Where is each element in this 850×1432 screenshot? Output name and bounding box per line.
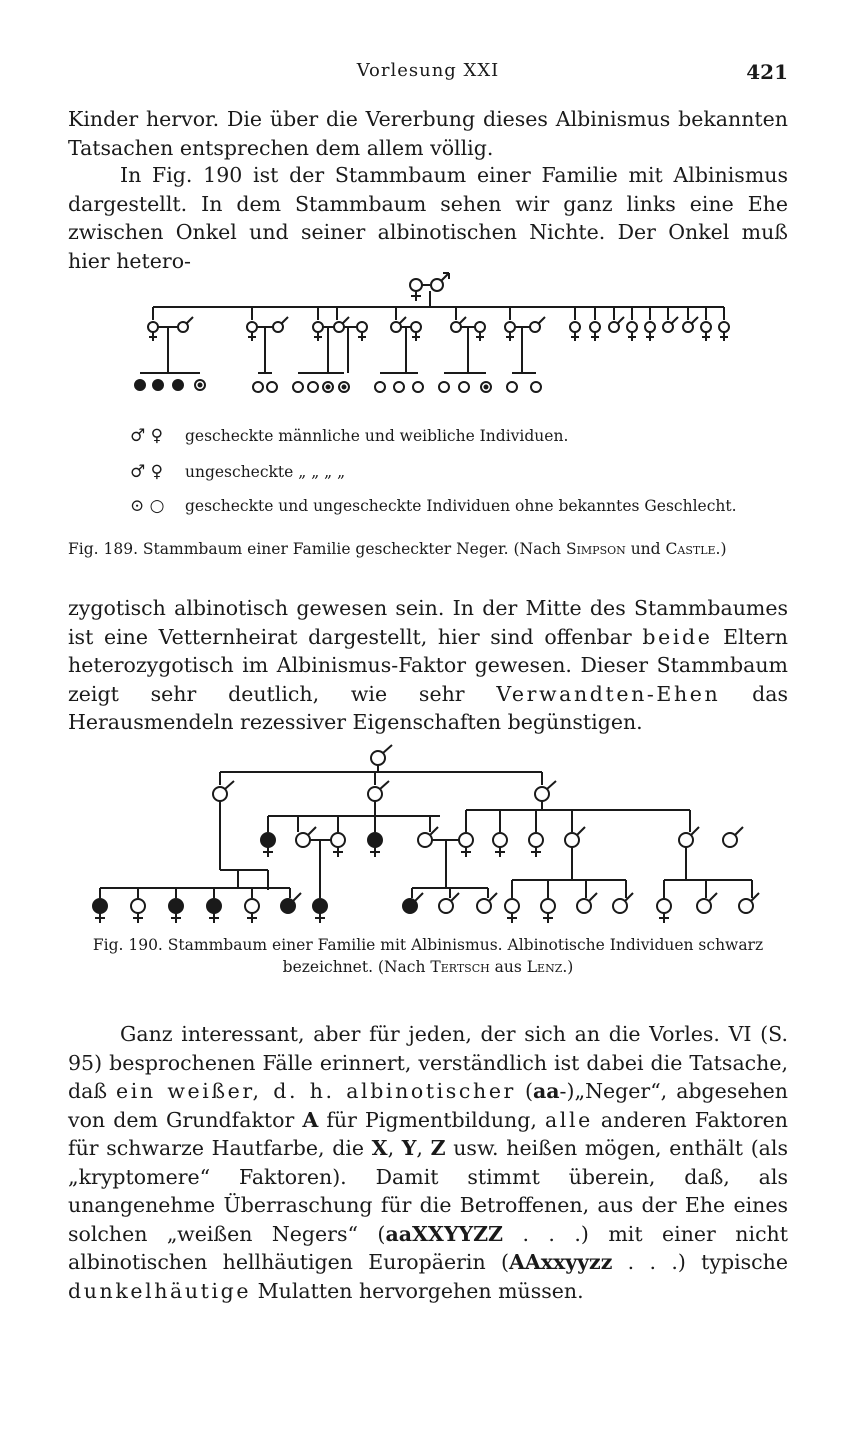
caption-text: bezeichnet. (Nach — [282, 958, 431, 976]
text-run: ( — [515, 1079, 533, 1103]
legend-row-1 — [130, 426, 568, 446]
figure-189-caption — [68, 538, 788, 560]
text-run: Mulatten hervorgehen müssen. — [251, 1278, 584, 1303]
running-head: Vorlesung XXI — [356, 60, 500, 81]
caption-text: aus — [489, 958, 527, 976]
genotype-bold: A — [302, 1107, 319, 1132]
legend-symbols: ⊙ ○ — [130, 496, 165, 516]
genotype-bold: AAxxyyzz — [508, 1250, 613, 1274]
caption-line-2 — [68, 956, 788, 978]
legend-symbols: ♂ ♀ — [130, 426, 164, 446]
legend-text: gescheckte männliche und weibliche Individuen. — [185, 427, 569, 445]
caption-author: Castle — [665, 540, 716, 558]
text-run: . . .) mit einer nicht albinotischen hellhäutigen Europäerin ( — [68, 1221, 788, 1274]
spaced-emphasis: Verwandten-Ehen — [496, 681, 721, 706]
legend-symbols: ♂ ♀ — [130, 462, 164, 482]
text-run: , — [387, 1136, 402, 1160]
legend-text: ungescheckte „ „ „ „ — [185, 463, 346, 481]
text-run: anderen Faktoren für schwarze Hautfarbe, die — [68, 1107, 788, 1160]
genotype-bold: Y — [401, 1136, 417, 1160]
spaced-emphasis: beide — [642, 624, 713, 649]
text-run: zygotisch albinotisch gewesen sein. In der Mitte des Stammbaumes ist eine Vetternheirat dargestellt, hier sind offenbar — [68, 596, 788, 649]
text-run: Eltern heterozygotisch im Albinismus-Faktor gewesen. Dieser Stammbaum zeigt sehr deutlich, wie sehr — [68, 624, 788, 706]
caption-author: Lenz — [526, 958, 563, 976]
paragraph-3 — [68, 594, 788, 737]
genotype-bold: aaXXYYZZ — [385, 1221, 504, 1246]
paragraph-1: Kinder hervor. Die über die Vererbung dieses Albinismus bekannten Tatsachen entsprechen dem allem völlig. — [68, 107, 788, 160]
text-run: , — [416, 1136, 431, 1160]
text-run: . . .) typische — [612, 1250, 788, 1274]
genotype-bold: X — [371, 1136, 388, 1160]
caption-text: .) — [715, 540, 727, 558]
text-run: usw. heißen mögen, enthält (als „kryptomere“ Faktoren). Damit stimmt überein, daß, als unangenehme Überraschung für die Betroffenen, aus der Ehe eines solchen „weißen Negers“ ( — [68, 1136, 788, 1246]
text-run: -)„Neger“, abgesehen von dem Grundfaktor — [68, 1079, 788, 1132]
figure-190-pedigree — [0, 740, 850, 930]
genotype-bold: aa — [532, 1079, 560, 1103]
text-run: für Pigmentbildung, — [318, 1107, 545, 1132]
caption-author: Simpson — [565, 540, 626, 558]
text-run: das Herausmendeln rezessiver Eigenschaften begünstigen. — [68, 681, 788, 734]
spaced-emphasis: dunkelhäutige — [68, 1278, 252, 1303]
spaced-emphasis: alle — [544, 1107, 593, 1132]
caption-text: Fig. 189. Stammbaum einer Familie gescheckter Neger. (Nach — [68, 540, 566, 558]
paragraph-4 — [68, 1020, 788, 1305]
caption-text: .) — [562, 958, 574, 976]
page-header — [68, 60, 788, 88]
paragraph-2: In Fig. 190 ist der Stammbaum einer Familie mit Albinismus dargestellt. In dem Stammbaum sehen wir ganz links eine Ehe zwischen Onkel und seiner albinotischen Nichte. Der Onkel muß hier hetero- — [68, 163, 788, 273]
legend-text: gescheckte und ungescheckte Individuen ohne bekanntes Geschlecht. — [185, 497, 737, 515]
figure-190-caption — [68, 934, 788, 978]
caption-author: Tertsch — [430, 958, 490, 976]
text-run: Ganz interessant, aber für jeden, der sich an die Vorles. VI (S. 95) besprochenen Fälle erinnert, verständlich ist dabei die Tatsache, daß — [68, 1022, 788, 1103]
legend-row-2 — [130, 462, 345, 482]
caption-text: und — [625, 540, 666, 558]
caption-line-1: Fig. 190. Stammbaum einer Familie mit Albinismus. Albinotische Individuen schwarz — [92, 936, 764, 954]
spaced-emphasis: ein weißer, d. h. albinotischer — [116, 1079, 516, 1103]
page-number: 421 — [746, 60, 788, 84]
legend-row-3 — [130, 496, 737, 516]
genotype-bold: Z — [430, 1136, 446, 1160]
